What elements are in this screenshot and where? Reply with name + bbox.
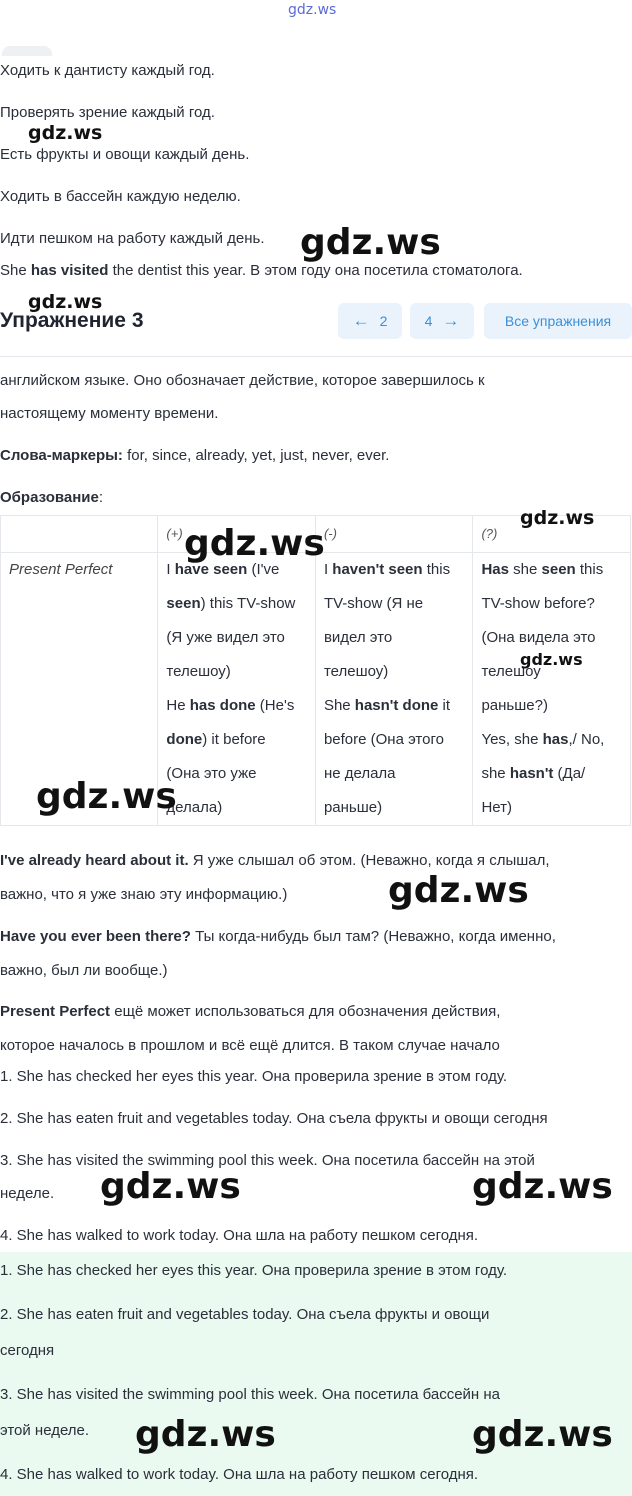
cell-text: ,/ No,	[568, 731, 605, 748]
cell-bold: done	[166, 731, 203, 748]
watermark: gdz.ws	[28, 122, 103, 144]
cell-bold: seen	[166, 595, 201, 612]
cell-text: She	[323, 697, 355, 714]
avatar	[2, 46, 52, 56]
example-bold: I've already heard about it.	[0, 852, 189, 869]
watermark: gdz.ws	[472, 1414, 613, 1455]
answer-line: 1. She has checked her eyes this year. Она проверила зрение в этом году.	[0, 1068, 508, 1085]
cell-text: (Да/	[553, 765, 586, 782]
example-bold: has visited	[30, 262, 109, 279]
cell-text: before (Она этого	[323, 731, 444, 748]
cell-bold: seen	[541, 561, 576, 578]
table-header: (+)	[158, 516, 316, 553]
cell-text: телешоу	[481, 663, 541, 680]
cell-text: (I've	[247, 561, 280, 578]
cell-text: this	[422, 561, 451, 578]
table-header: (?)	[473, 516, 631, 553]
all-exercises-button[interactable]	[484, 303, 632, 339]
example-text: Ты когда-нибудь был там? (Неважно, когда именно,	[190, 928, 556, 945]
cell-bold: has	[542, 731, 569, 748]
example-text: Я уже слышал об этом. (Неважно, когда я слышал,	[188, 852, 550, 869]
watermark: gdz.ws	[28, 291, 103, 313]
cell-text: she	[481, 765, 510, 782]
cell-bold: has done	[189, 697, 256, 714]
answer-line: 3. She has visited the swimming pool this week. Она посетила бассейн на этой	[0, 1152, 535, 1169]
cell-text: телешоу)	[166, 663, 231, 680]
cell-text: ) this TV-show	[200, 595, 296, 612]
plan-item: Есть фрукты и овощи каждый день.	[0, 146, 250, 163]
example-sentence	[0, 262, 523, 279]
example-line	[0, 928, 556, 945]
arrow-left-icon: ←	[352, 311, 370, 330]
answer-box	[0, 1252, 632, 1496]
cell-bold: haven't seen	[332, 561, 423, 578]
cell-text: TV-show before?	[481, 595, 595, 612]
table-header: (-)	[315, 516, 473, 553]
cell-text: видел это	[323, 629, 393, 646]
all-exercises-label: Все упражнения	[504, 313, 612, 329]
example-text: ещё может использоваться для обозначения действия,	[110, 1003, 501, 1020]
exercise-title: Упражнение 3	[0, 309, 144, 332]
watermark: gdz.ws	[388, 870, 529, 911]
example-bold: Present Perfect	[0, 1003, 111, 1020]
watermark: gdz.ws	[472, 1166, 613, 1207]
markers-text: for, since, already, yet, just, never, ever.	[122, 447, 390, 464]
cell-text: He	[166, 697, 190, 714]
cell-text: (Она это уже	[166, 765, 257, 782]
watermark: gdz.ws	[100, 1166, 241, 1207]
watermark: gdz.ws	[135, 1414, 276, 1455]
cell-bold: hasn't	[509, 765, 554, 782]
cell-text: she	[508, 561, 542, 578]
example-line	[0, 1003, 500, 1020]
final-answer-line: 1. She has checked her eyes this year. Она проверила зрение в этом году.	[0, 1262, 508, 1279]
table-header	[1, 516, 158, 553]
cell-text: телешоу)	[323, 663, 389, 680]
next-exercise-button[interactable]	[410, 303, 474, 339]
cell-bold: Has	[481, 561, 509, 578]
example-line: важно, был ли вообще.)	[0, 962, 168, 979]
plan-item: Проверять зрение каждый год.	[0, 104, 215, 121]
cell-text: Нет)	[481, 799, 512, 816]
example-post: the dentist this year. В этом году она посетила стоматолога.	[108, 262, 523, 279]
cell-text: it	[438, 697, 451, 714]
final-answer-line: 4. She has walked to work today. Она шла на работу пешком сегодня.	[0, 1466, 479, 1483]
plan-item: Ходить к дантисту каждый год.	[0, 62, 215, 79]
cell-text: this	[575, 561, 604, 578]
watermark: gdz.ws	[520, 650, 583, 669]
plan-item: Идти пешком на работу каждый день.	[0, 230, 265, 247]
example-pre: She	[0, 262, 31, 279]
formation-line	[0, 489, 103, 506]
plan-item: Ходить в бассейн каждую неделю.	[0, 188, 241, 205]
prev-exercise-button[interactable]	[338, 303, 402, 339]
formation-label: Образование	[0, 489, 99, 506]
example-line: которое началось в прошлом и всё ещё длится. В таком случае начало	[0, 1037, 500, 1054]
cell-text: I	[166, 561, 175, 578]
row-label: Present Perfect	[1, 553, 158, 826]
cell-text: (He's	[255, 697, 295, 714]
answer-line: 4. She has walked to work today. Она шла на работу пешком сегодня.	[0, 1227, 479, 1244]
final-answer-line: сегодня	[0, 1342, 55, 1359]
cell-text: (Я уже видел это	[166, 629, 285, 646]
cell-bold: hasn't done	[354, 697, 439, 714]
example-line	[0, 852, 550, 869]
cell-text: TV-show (Я не	[323, 595, 424, 612]
minus-cell	[315, 553, 473, 826]
watermark: gdz.ws	[184, 523, 325, 564]
site-watermark-top: gdz.ws	[288, 2, 337, 18]
final-answer-line: 3. She has visited the swimming pool this week. Она посетила бассейн на	[0, 1386, 500, 1403]
cell-text: делала)	[166, 799, 223, 816]
cell-text: (Она видела это	[481, 629, 596, 646]
markers-line	[0, 447, 389, 464]
plus-cell	[158, 553, 316, 826]
arrow-right-icon: →	[442, 311, 460, 330]
next-exercise-label: 4	[424, 313, 433, 329]
cell-text: не делала	[323, 765, 396, 782]
cell-text: Yes, she	[481, 731, 543, 748]
cell-text: раньше?)	[481, 697, 548, 714]
answer-line: неделе.	[0, 1185, 55, 1202]
cell-text: ) it before	[202, 731, 266, 748]
header-divider	[0, 356, 632, 357]
cell-text: раньше)	[323, 799, 383, 816]
cell-bold: have seen	[174, 561, 248, 578]
watermark: gdz.ws	[36, 776, 177, 817]
answer-line: 2. She has eaten fruit and vegetables today. Она съела фрукты и овощи сегодня	[0, 1110, 548, 1127]
final-answer-line: этой неделе.	[0, 1422, 90, 1439]
markers-label: Слова-маркеры:	[0, 447, 123, 464]
final-answer-line: 2. She has eaten fruit and vegetables today. Она съела фрукты и овощи	[0, 1306, 490, 1323]
example-bold: Have you ever been there?	[0, 928, 191, 945]
theory-line: английском языке. Оно обозначает действие, которое завершилось к	[0, 372, 485, 389]
prev-exercise-label: 2	[379, 313, 388, 329]
question-cell	[473, 553, 631, 826]
example-line: важно, что я уже знаю эту информацию.)	[0, 886, 288, 903]
cell-text: I	[323, 561, 333, 578]
theory-line: настоящему моменту времени.	[0, 405, 219, 422]
watermark: gdz.ws	[300, 222, 441, 263]
watermark: gdz.ws	[520, 507, 595, 529]
formation-colon: :	[98, 489, 104, 506]
